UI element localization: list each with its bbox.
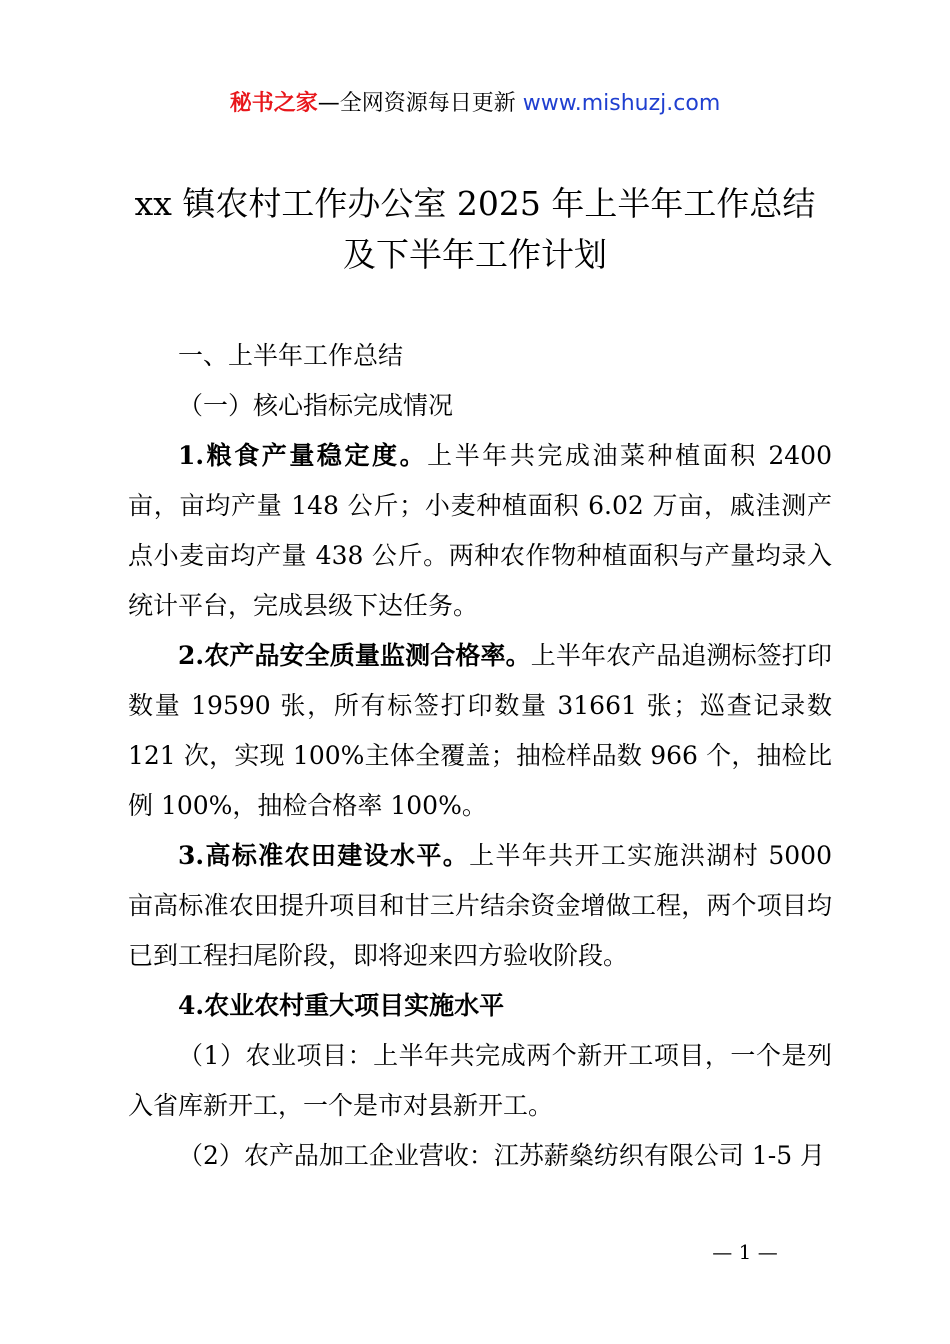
paragraph-item-4-sub-2: （2）农产品加工企业营收：江苏薪燊纺织有限公司 1-5 月	[178, 1141, 826, 1170]
document-body	[128, 331, 832, 1181]
paragraph-item-2	[128, 631, 832, 831]
section-heading: 一、上半年工作总结	[178, 341, 404, 370]
paragraph-item-4-sub-1: （1）农业项目：上半年共完成两个新开工项目，一个是列入省库新开工，一个是市对县新开工。	[128, 1041, 832, 1120]
item-2-text: 上半年农产品追溯标签打印数量 19590 张，所有标签打印数量 31661 张；巡查记录数 121 次，实现 100%主体全覆盖；抽检样品数 966 个，抽检比例 100%，抽检合格率 100%。	[128, 641, 832, 820]
item-2-lead: 2.农产品安全质量监测合格率。	[178, 641, 531, 670]
title-line-2: 及下半年工作计划	[343, 235, 607, 274]
paragraph-item-4	[128, 981, 832, 1031]
header-tagline: —全网资源每日更新	[317, 91, 523, 116]
subsection-heading: （一）核心指标完成情况	[178, 391, 454, 420]
document-title	[0, 178, 950, 280]
site-url[interactable]: www.mishuzj.com	[522, 91, 721, 116]
paragraph-item-3	[128, 831, 832, 981]
title-line-1: xx 镇农村工作办公室 2025 年上半年工作总结	[134, 184, 816, 223]
item-1-text: 上半年共完成油菜种植面积 2400 亩，亩均产量 148 公斤；小麦种植面积 6.02 万亩，戚洼测产点小麦亩均产量 438 公斤。两种农作物种植面积与产量均录入统计平台，完成县级下达任务。	[128, 441, 832, 620]
site-header	[0, 88, 950, 120]
item-3-text: 上半年共开工实施洪湖村 5000 亩高标准农田提升项目和甘三片结余资金增做工程，两个项目均已到工程扫尾阶段，即将迎来四方验收阶段。	[128, 841, 832, 970]
item-3-lead: 3.高标准农田建设水平。	[178, 841, 470, 870]
brand-name: 秘书之家	[229, 91, 318, 116]
page-number: — 1 —	[712, 1240, 778, 1264]
paragraph-item-1	[128, 431, 832, 631]
item-1-lead: 1.粮食产量稳定度。	[178, 441, 428, 470]
item-4-lead: 4.农业农村重大项目实施水平	[178, 991, 505, 1020]
